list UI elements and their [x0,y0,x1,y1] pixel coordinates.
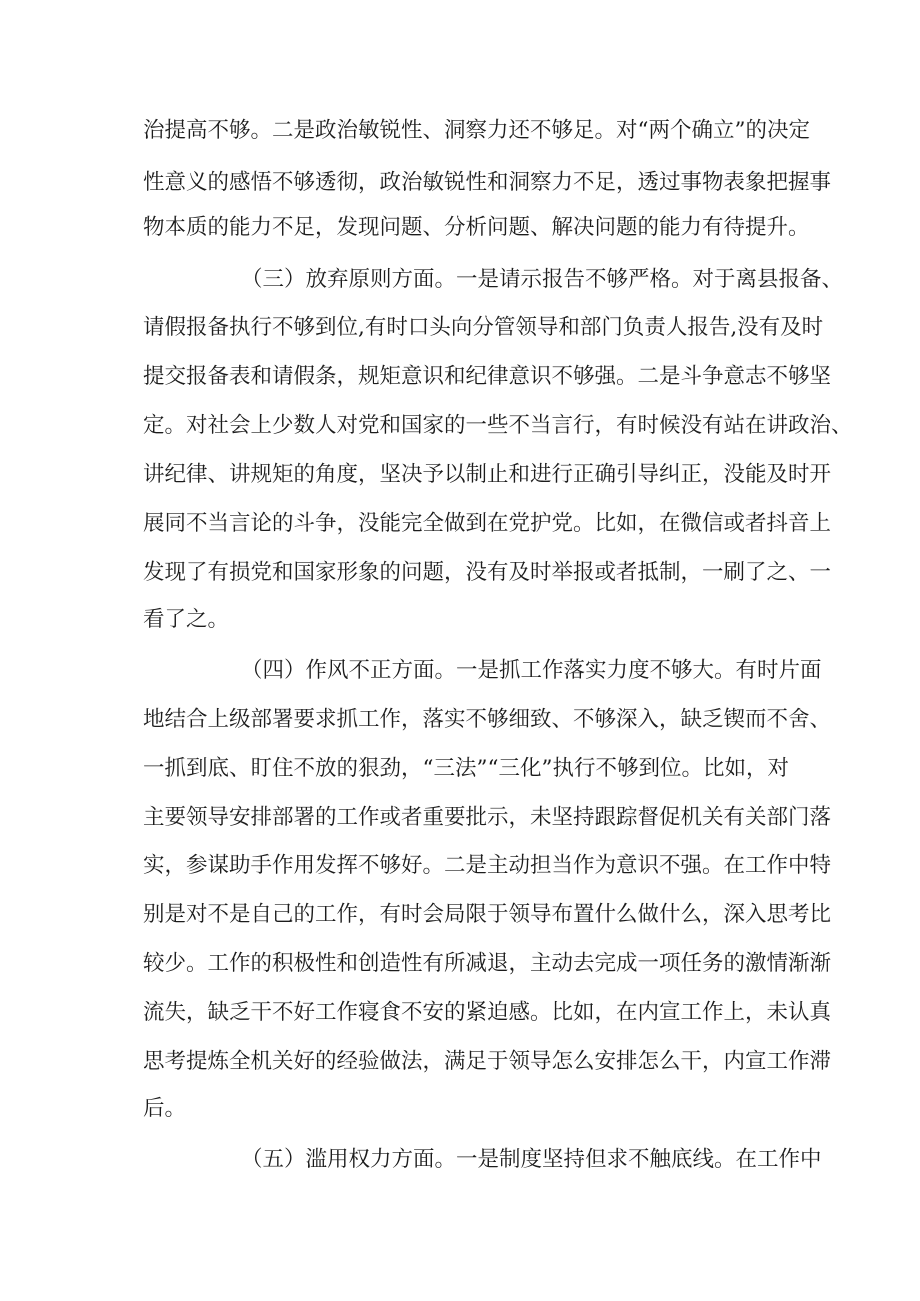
paragraph-line: 性意义的感悟不够透彻，政治敏锐性和洞察力不足，透过事物表象把握事 [143,170,832,195]
paragraph-line: 流失，缺乏干不好工作寝食不安的紧迫感。比如，在内宣工作上，未认真 [143,1000,832,1025]
paragraph-line: 展同不当言论的斗争，没能完全做到在党护党。比如，在微信或者抖音上 [143,511,832,536]
paragraph-line: 看了之。 [143,607,230,632]
paragraph-line: 治提高不够。二是政治敏锐性、洞察力还不够足。对“两个确立”的决定 [143,118,810,143]
paragraph-line: 一抓到底、盯住不放的狠劲，“三法”“三化”执行不够到位。比如，对 [143,756,789,781]
section-heading-line: （四）作风不正方面。一是抓工作落实力度不够大。有时片面 [241,658,822,683]
paragraph-line: 思考提炼全机关好的经验做法，满足于领导怎么安排怎么干，内宣工作滞 [143,1049,832,1074]
paragraph-line: 较少。工作的积极性和创造性有所减退，主动去完成一项任务的激情渐渐 [143,951,832,976]
paragraph-line: 主要领导安排部署的工作或者重要批示，未坚持跟踪督促机关有关部门落 [143,805,832,830]
paragraph-line: 定。对社会上少数人对党和国家的一些不当言行，有时候没有站在讲政治、 [143,413,853,438]
paragraph-line: 别是对不是自己的工作，有时会局限于领导布置什么做什么，深入思考比 [143,902,832,927]
paragraph-line: 发现了有损党和国家形象的问题，没有及时举报或者抵制，一刷了之、一 [143,560,832,585]
paragraph-line: 讲纪律、讲规矩的角度，坚决予以制止和进行正确引导纠正，没能及时开 [143,462,832,487]
paragraph-line: 地结合上级部署要求抓工作，落实不够细致、不够深入，缺乏锲而不舍、 [143,707,832,732]
paragraph-line: 后。 [143,1096,187,1121]
section-heading-line: （三）放弃原则方面。一是请示报告不够严格。对于离县报备、 [241,267,844,292]
paragraph-line: 物本质的能力不足，发现问题、分析问题、解决问题的能力有待提升。 [143,215,810,240]
paragraph-line: 提交报备表和请假条，规矩意识和纪律意识不够强。二是斗争意志不够坚 [143,364,832,389]
section-heading-line: （五）滥用权力方面。一是制度坚持但求不触底线。在工作中 [241,1147,822,1172]
paragraph-line: 实，参谋助手作用发挥不够好。二是主动担当作为意识不强。在工作中特 [143,853,832,878]
paragraph-line: 请假报备执行不够到位,有时口头向分管领导和部门负责人报告,没有及时 [143,315,824,340]
